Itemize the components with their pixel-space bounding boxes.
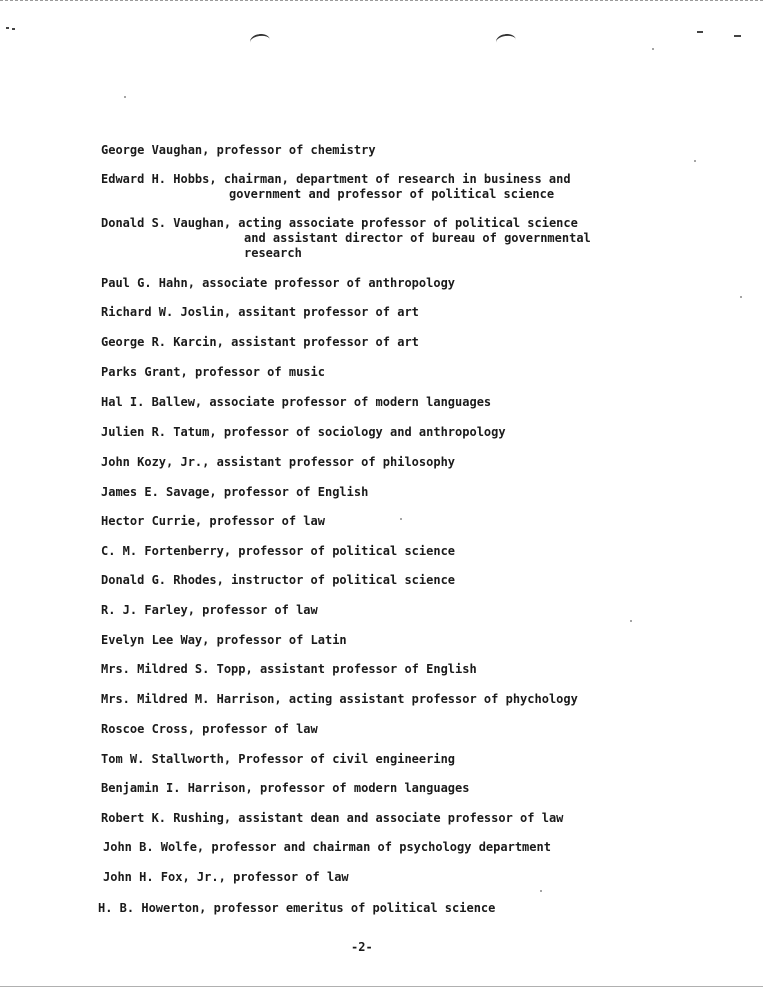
faculty-name: Benjamin I. Harrison, xyxy=(101,781,253,795)
faculty-title-continued: research xyxy=(244,246,302,260)
faculty-name: John Kozy, Jr., xyxy=(101,455,210,469)
faculty-entry xyxy=(101,811,661,826)
faculty-title: professor emeritus of political science xyxy=(213,901,496,915)
faculty-name: John H. Fox, Jr., xyxy=(103,870,226,884)
faculty-name: Mrs. Mildred S. Topp, xyxy=(101,662,253,676)
page-number: -2- xyxy=(351,940,373,954)
faculty-entry xyxy=(101,143,661,158)
hole-punch-mark-left xyxy=(249,33,271,50)
faculty-title: professor of law xyxy=(233,870,349,884)
scan-speck xyxy=(694,160,696,162)
faculty-name: Edward H. Hobbs, xyxy=(101,172,217,186)
faculty-name: James E. Savage, xyxy=(101,485,217,499)
faculty-entry xyxy=(101,305,661,320)
faculty-title: professor of modern languages xyxy=(259,781,470,795)
faculty-title-continued: government and professor of political science xyxy=(229,187,555,201)
faculty-title: professor of chemistry xyxy=(216,143,376,157)
faculty-title: professor and chairman of psychology department xyxy=(211,840,551,854)
scan-speck xyxy=(124,96,126,98)
faculty-entry xyxy=(101,335,661,350)
scan-speck xyxy=(652,48,654,50)
faculty-entry xyxy=(101,662,661,677)
faculty-title: professor of law xyxy=(209,514,325,528)
faculty-entry xyxy=(101,544,661,559)
faculty-name: Tom W. Stallworth, xyxy=(101,752,232,766)
faculty-name: Donald G. Rhodes, xyxy=(101,573,224,587)
faculty-title: assistant professor of philosophy xyxy=(216,455,456,469)
faculty-name: H. B. Howerton, xyxy=(98,901,207,915)
faculty-entry xyxy=(101,276,661,291)
faculty-entry xyxy=(101,216,661,261)
faculty-entry xyxy=(101,573,661,588)
scan-mark xyxy=(734,35,741,37)
faculty-entry xyxy=(101,395,661,410)
faculty-name: R. J. Farley, xyxy=(101,603,195,617)
faculty-name: Donald S. Vaughan, xyxy=(101,216,232,230)
faculty-name: Mrs. Mildred M. Harrison, xyxy=(101,692,282,706)
faculty-title: professor of English xyxy=(223,485,369,499)
faculty-entry xyxy=(101,781,661,796)
faculty-entry xyxy=(101,752,661,767)
scan-mark xyxy=(12,28,15,30)
faculty-name: George R. Karcin, xyxy=(101,335,224,349)
faculty-name: Hal I. Ballew, xyxy=(101,395,203,409)
faculty-title: Professor of civil engineering xyxy=(238,752,456,766)
faculty-entry xyxy=(101,692,661,707)
faculty-title: chairman, department of research in business and xyxy=(223,172,571,186)
faculty-title: associate professor of anthropology xyxy=(202,276,456,290)
faculty-name: Roscoe Cross, xyxy=(101,722,195,736)
faculty-title: professor of music xyxy=(194,365,325,379)
faculty-title: assistant dean and associate professor of law xyxy=(238,811,564,825)
scan-top-edge xyxy=(0,0,763,1)
scan-mark xyxy=(697,31,703,33)
faculty-title: acting assistant professor of phychology xyxy=(288,692,578,706)
scan-bottom-edge xyxy=(0,986,763,987)
scan-speck xyxy=(630,620,632,622)
faculty-name: Paul G. Hahn, xyxy=(101,276,195,290)
scan-mark xyxy=(6,27,9,29)
faculty-entry xyxy=(101,633,661,648)
faculty-title: assitant professor of art xyxy=(238,305,419,319)
faculty-title: professor of Latin xyxy=(216,633,347,647)
faculty-title: professor of sociology and anthropology xyxy=(223,425,506,439)
faculty-entry xyxy=(101,603,661,618)
faculty-name: Parks Grant, xyxy=(101,365,188,379)
faculty-name: Richard W. Joslin, xyxy=(101,305,232,319)
faculty-name: George Vaughan, xyxy=(101,143,210,157)
faculty-title: professor of law xyxy=(202,722,318,736)
faculty-title: assistant professor of art xyxy=(231,335,419,349)
faculty-title: professor of law xyxy=(202,603,318,617)
faculty-entry xyxy=(101,425,661,440)
faculty-title-continued: and assistant director of bureau of governmental xyxy=(244,231,591,245)
faculty-name: John B. Wolfe, xyxy=(103,840,205,854)
faculty-entry xyxy=(101,172,661,202)
scan-speck xyxy=(740,296,742,298)
faculty-entry xyxy=(101,485,661,500)
faculty-entry xyxy=(101,365,661,380)
faculty-entry xyxy=(101,722,661,737)
scan-speck xyxy=(540,890,542,892)
faculty-title: acting associate professor of political science xyxy=(238,216,578,230)
faculty-title: assistant professor of English xyxy=(259,662,477,676)
hole-punch-mark-right xyxy=(495,33,517,50)
faculty-entry xyxy=(103,870,663,885)
faculty-entry xyxy=(98,901,658,916)
faculty-entry xyxy=(101,455,661,470)
faculty-name: C. M. Fortenberry, xyxy=(101,544,232,558)
faculty-name: Robert K. Rushing, xyxy=(101,811,232,825)
faculty-title: professor of political science xyxy=(238,544,456,558)
faculty-title: associate professor of modern languages xyxy=(209,395,492,409)
faculty-entry xyxy=(103,840,663,855)
faculty-name: Julien R. Tatum, xyxy=(101,425,217,439)
faculty-name: Hector Currie, xyxy=(101,514,203,528)
faculty-title: instructor of political science xyxy=(231,573,456,587)
faculty-name: Evelyn Lee Way, xyxy=(101,633,210,647)
faculty-entry xyxy=(101,514,661,529)
